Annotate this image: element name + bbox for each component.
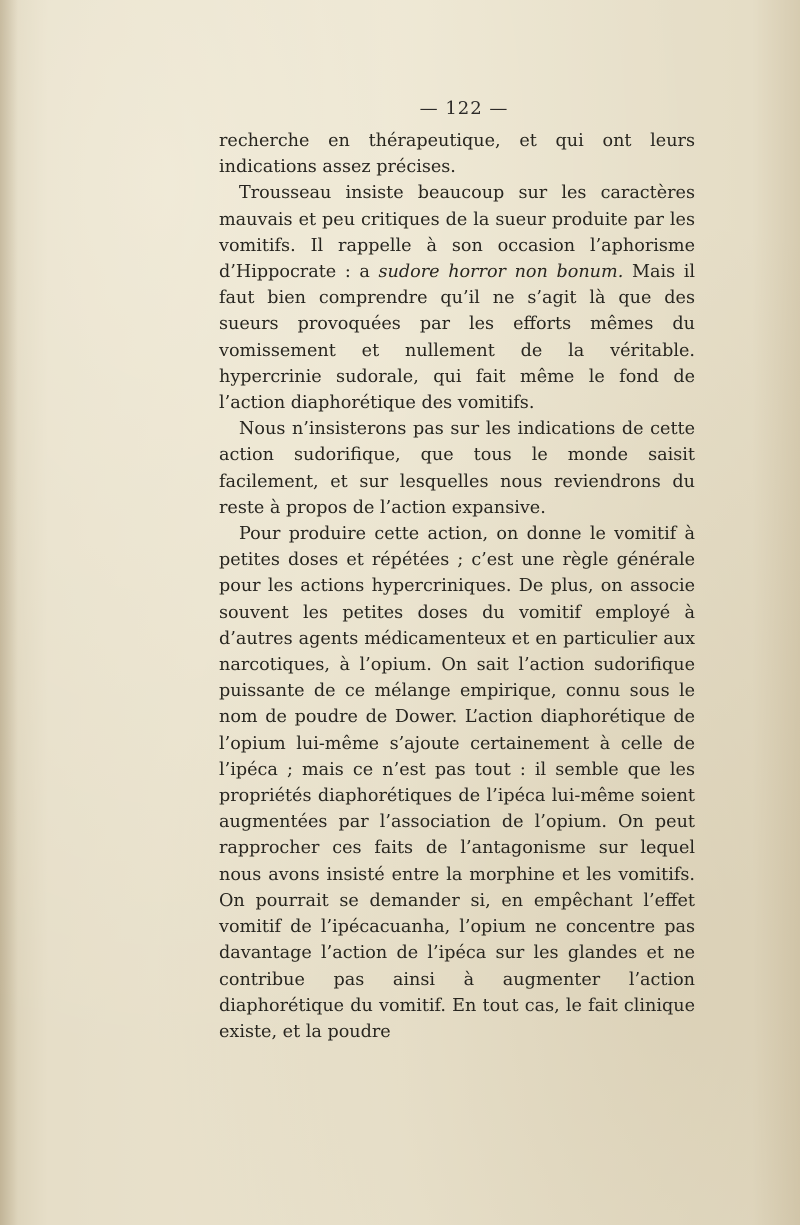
latin-quotation: sudore horror non bonum. bbox=[378, 262, 624, 283]
body-text bbox=[219, 128, 695, 1045]
page-number: — 122 — bbox=[419, 98, 509, 119]
page-edge-shadow bbox=[0, 0, 18, 1225]
paragraph-3: Nous n’insisterons pas sur les indications de cette action sudorifique, que tous le monde saisit facilement, et sur lesquelles nous reviendrons du reste à propos de l’action expansive. bbox=[219, 419, 695, 518]
paragraph-2 bbox=[219, 180, 695, 416]
paragraph-4: Pour produire cette action, on donne le vomitif à petites doses et répétées ; c’est une règle générale pour les actions hypercriniques. De plus, on associe souvent les petites doses du vomitif employé à d’autres agents médicamenteux et en particulier aux narcotiques, à l’opium. On sait l’action sudorifique puissante de ce mélange empirique, connu sous le nom de poudre de Dower. L’action diaphorétique de l’opium lui-même s’ajoute certainement à celle de l’ipéca ; mais ce n’est pas tout : il semble que les propriétés diaphorétiques de l’ipéca lui-même soient augmentées par l’association de l’opium. On peut rapprocher ces faits de l’antagonisme sur lequel nous avons insisté entre la morphine et les vomitifs. On pourrait se demander si, en empêchant l’effet vomitif de l’ipécacuanha, l’opium ne concentre pas davantage l’action de l’ipéca sur les glandes et ne contribue pas ainsi à augmenter l’action diaphorétique du vomitif. En tout cas, le fait clinique existe, et la poudre bbox=[219, 524, 695, 1042]
paragraph-1: recherche en thérapeutique, et qui ont leurs indications assez précises. bbox=[219, 131, 695, 178]
paragraph-2-text-after: Mais il faut bien comprendre qu’il ne s’agit là que des sueurs provoquées par les efforts mêmes du vomissement et nullement de la véritable. hypercrinie sudorale, qui fait même le fond de l’action diaphorétique des vomitifs. bbox=[219, 262, 695, 414]
paragraph-2-text-before: Trousseau insiste beaucoup sur les caractères mauvais et peu critiques de la sueur produite par les vomitifs. Il rappelle à son occasion l’aphorisme d’Hippocrate : a bbox=[219, 183, 695, 283]
